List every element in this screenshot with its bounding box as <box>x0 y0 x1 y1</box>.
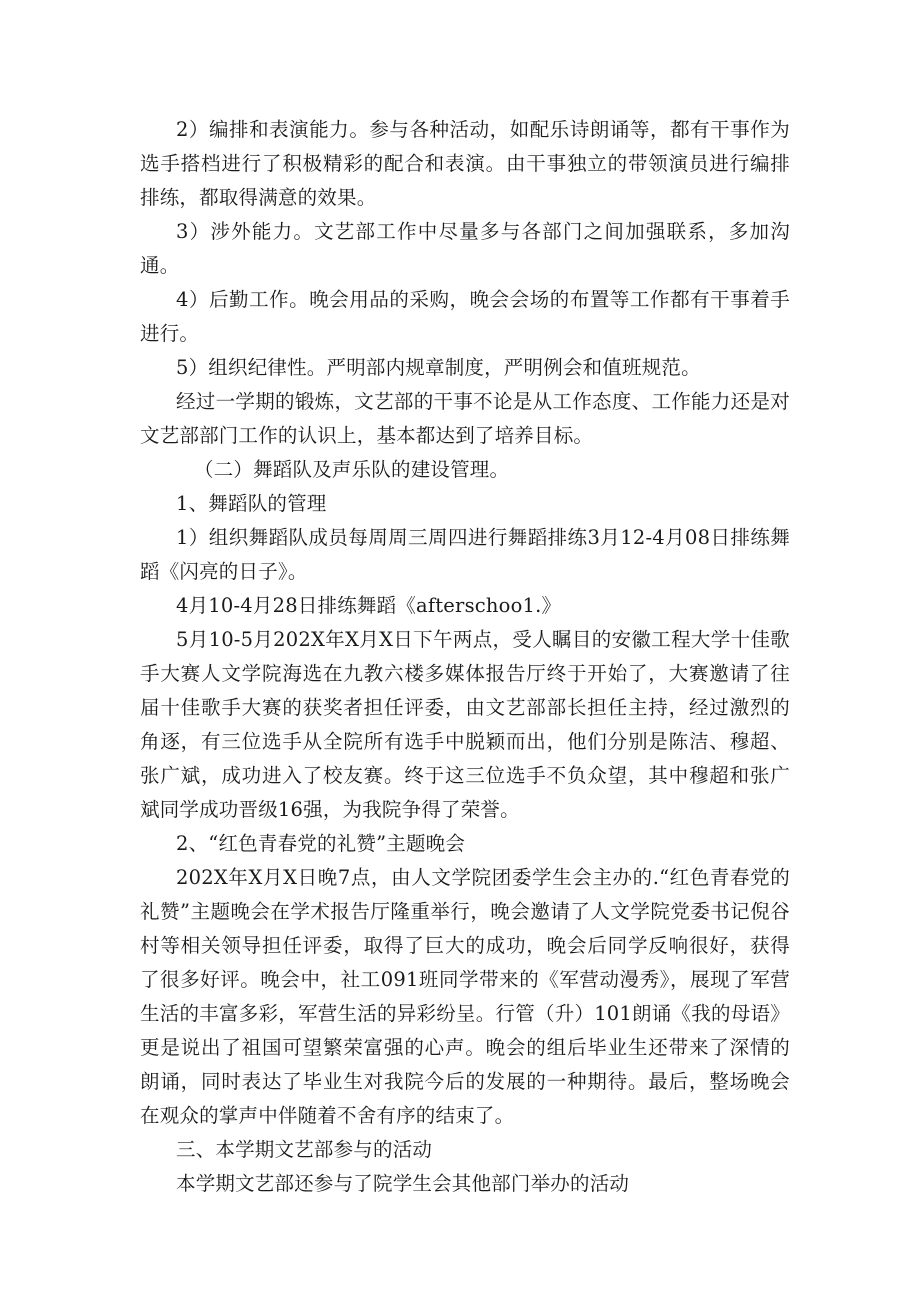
paragraph-activities: 本学期文艺部还参与了院学生会其他部门举办的活动 <box>176 1172 630 1195</box>
subheading-gala: 2、“红色青春党的礼赞”主题晚会 <box>176 832 466 855</box>
paragraph-logistics: 4）后勤工作。晚会用品的采购，晚会会场的布置等工作都有干事着手进行。 <box>140 288 790 345</box>
section-heading-dance-vocal: （二）舞蹈队及声乐队的建设管理。 <box>194 458 510 481</box>
subheading-dance-team: 1、舞蹈队的管理 <box>176 492 327 515</box>
paragraph-afterschool: 4月10-4月28日排练舞蹈《afterschoo1.》 <box>176 594 562 617</box>
paragraph-dance-rehearsal: 1）组织舞蹈队成员每周周三周四进行舞蹈排练3月12-4月08日排练舞蹈《闪亮的日子》。 <box>140 526 790 583</box>
paragraph-discipline: 5）组织纪律性。严明部内规章制度，严明例会和值班规范。 <box>176 356 701 379</box>
document-body <box>140 113 790 1201</box>
paragraph-arrangement-ability: 2）编排和表演能力。参与各种活动，如配乐诗朗诵等，都有干事作为选手搭档进行了积极精彩的配合和表演。由干事独立的带领演员进行编排排练，都取得满意的效果。 <box>140 118 790 209</box>
paragraph-singer-contest: 5月10-5月202X年X月X日下午两点，受人瞩目的安徽工程大学十佳歌手大赛人文学院海选在九教六楼多媒体报告厅终于开始了，大赛邀请了往届十佳歌手大赛的获奖者担任评委，由文艺部部长担任主持，经过激烈的角逐，有三位选手从全院所有选手中脱颖而出，他们分别是陈洁、穆超、张广斌，成功进入了校友赛。终于这三位选手不负众望，其中穆超和张广斌同学成功晋级16强，为我院争得了荣誉。 <box>140 628 790 821</box>
paragraph-training-summary: 经过一学期的锻炼，文艺部的干事不论是从工作态度、工作能力还是对文艺部部门工作的认识上，基本都达到了培养目标。 <box>140 390 790 447</box>
paragraph-gala-details: 202X年X月X日晚7点，由人文学院团委学生会主办的.“红色青春党的礼赞”主题晚会在学术报告厅隆重举行，晚会邀请了人文学院党委书记倪谷村等相关领导担任评委，取得了巨大的成功，晚会后同学反响很好，获得了很多好评。晚会中，社工091班同学带来的《军营动漫秀》，展现了军营生活的丰富多彩，军营生活的异彩纷呈。行管（升）101朗诵《我的母语》更是说出了祖国可望繁荣富强的心声。晚会的组后毕业生还带来了深情的朗诵，同时表达了毕业生对我院今后的发展的一种期待。最后，整场晚会在观众的掌声中伴随着不舍有序的结束了。 <box>140 866 790 1127</box>
section-heading-activities: 三、本学期文艺部参与的活动 <box>176 1138 433 1161</box>
paragraph-external-ability: 3）涉外能力。文艺部工作中尽量多与各部门之间加强联系，多加沟通。 <box>140 220 790 277</box>
